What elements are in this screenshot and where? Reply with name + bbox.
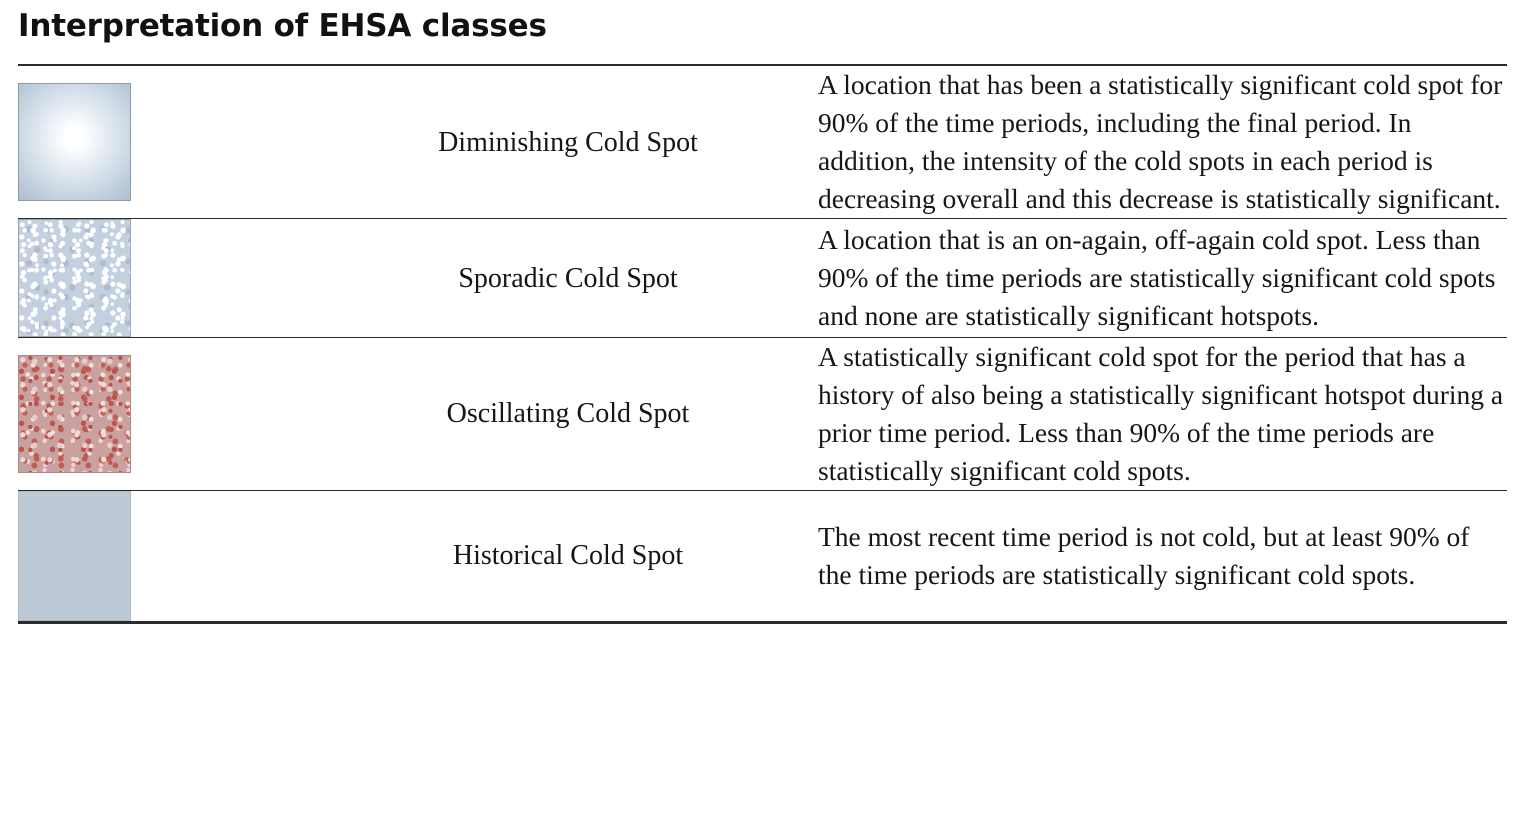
table-row [18, 65, 1507, 218]
page-title: Interpretation of EHSA classes [18, 8, 547, 44]
class-label: Historical Cold Spot [318, 490, 818, 622]
swatch-cell [18, 65, 318, 218]
document-page [0, 6, 1525, 836]
class-label: Oscillating Cold Spot [318, 338, 818, 491]
swatch-sporadic-cold-spot [18, 219, 131, 337]
swatch-oscillating-cold-spot [18, 355, 131, 473]
class-description: The most recent time period is not cold, but at least 90% of the time periods are statistically significant cold spots. [818, 490, 1507, 622]
swatch-diminishing-cold-spot [18, 83, 131, 201]
swatch-historical-cold-spot [18, 491, 131, 621]
table-row [18, 490, 1507, 622]
table-row [18, 219, 1507, 338]
class-label: Diminishing Cold Spot [318, 65, 818, 218]
class-description: A location that has been a statistically significant cold spot for 90% of the time periods, including the final period. In addition, the intensity of the cold spots in each period is decreasing overall and this decrease is statistically significant. [818, 65, 1507, 218]
swatch-cell [18, 219, 318, 338]
class-description: A statistically significant cold spot for the period that has a history of also being a statistically significant hotspot during a prior time period. Less than 90% of the time periods are statistically significant cold spots. [818, 338, 1507, 491]
swatch-cell [18, 338, 318, 491]
swatch-cell [18, 490, 318, 622]
table-body [18, 65, 1507, 622]
ehsa-classes-table [18, 64, 1507, 624]
class-label: Sporadic Cold Spot [318, 219, 818, 338]
class-description: A location that is an on-again, off-again cold spot. Less than 90% of the time periods are statistically significant cold spots and none are statistically significant hotspots. [818, 219, 1507, 338]
table-row [18, 338, 1507, 491]
